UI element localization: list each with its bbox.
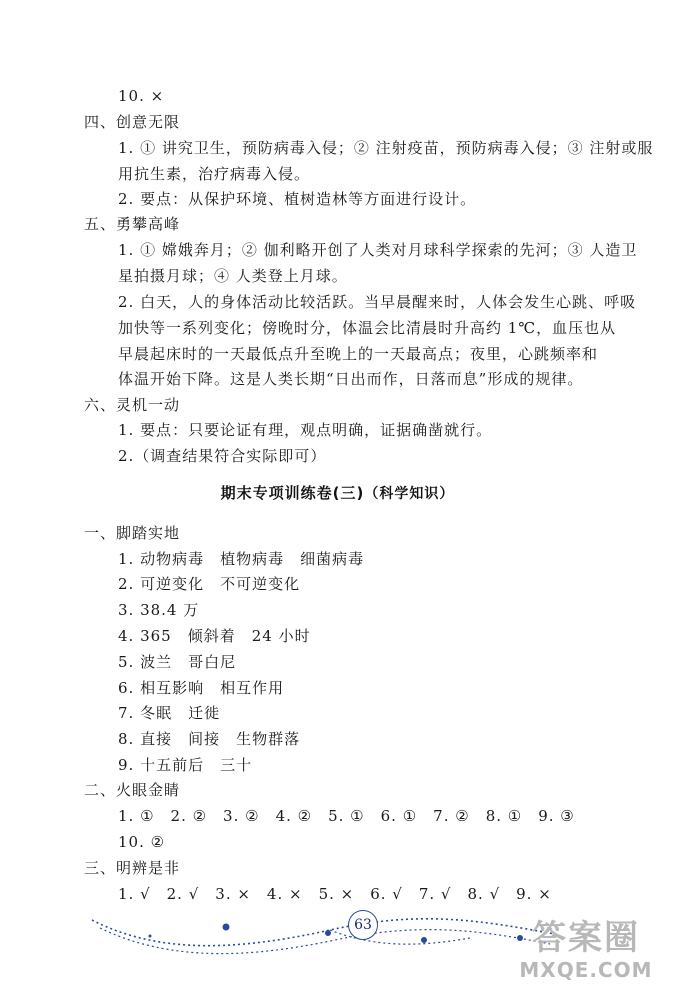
answer-line: 体温开始下降。这是人类长期“日出而作，日落而息”形成的规律。 xyxy=(118,370,584,388)
answer-line: 早晨起床时的一天最低点升至晚上的一天最高点；夜里，心跳频率和 xyxy=(118,345,599,363)
answer-line: 2. 可逆变化 不可逆变化 xyxy=(118,575,301,593)
answer-line: 8. 直接 间接 生物群落 xyxy=(118,730,301,748)
answer-line: 加快等一系列变化；傍晚时分，体温会比清晨时升高约 1℃，血压也从 xyxy=(118,319,617,337)
answer-line: 1. 动物病毒 植物病毒 细菌病毒 xyxy=(118,550,365,568)
answer-line: 10. × xyxy=(118,87,165,105)
section-heading: 一、脚踏实地 xyxy=(84,524,181,542)
section-heading: 三、明辨是非 xyxy=(84,859,181,877)
section-heading: 四、创意无限 xyxy=(84,113,181,131)
answer-line: 2. 要点：从保护环境、植树造林等方面进行设计。 xyxy=(118,190,477,208)
answer-line: 2. 白天，人的身体活动比较活跃。当早晨醒来时，人体会发生心跳、呼吸 xyxy=(118,293,637,311)
section-title-main: 期末专项训练卷(三) xyxy=(220,484,365,502)
section-heading: 五、勇攀高峰 xyxy=(84,215,181,233)
answer-line: 1. ① 2. ② 3. ② 4. ② 5. ① 6. ① 7. ② 8. ① 9. ③ xyxy=(118,807,575,825)
answer-line: 5. 波兰 哥白尼 xyxy=(118,653,237,671)
section-title xyxy=(0,482,675,503)
answer-line: 2.（调查结果符合实际即可） xyxy=(118,447,327,465)
answer-line: 1. √ 2. √ 3. × 4. × 5. × 6. √ 7. √ 8. √ 9. × xyxy=(118,885,552,903)
answer-line: 1. ① 讲究卫生，预防病毒入侵；② 注射疫苗，预防病毒入侵；③ 注射或服 xyxy=(118,139,654,157)
answer-line: 1. 要点：只要论证有理，观点明确，证据确凿就行。 xyxy=(118,421,493,439)
watermark-text: 答案圈 xyxy=(532,918,640,958)
answer-line: 7. 冬眠 迁徙 xyxy=(118,704,221,722)
answer-line: 1. ① 嫦娥奔月；② 伽利略开创了人类对月球科学探索的先河；③ 人造卫 xyxy=(118,241,638,259)
answer-line: 10. ② xyxy=(118,833,166,851)
section-heading: 六、灵机一动 xyxy=(84,396,181,414)
answer-line: 6. 相互影响 相互作用 xyxy=(118,679,285,697)
watermark-url: MXQE.COM xyxy=(519,958,653,982)
watermark-logo xyxy=(511,918,661,988)
answer-line: 星拍摄月球；④ 人类登上月球。 xyxy=(118,267,348,285)
section-title-sub: （科学知识） xyxy=(364,486,455,502)
answer-line: 9. 十五前后 三十 xyxy=(118,756,253,774)
section-heading: 二、火眼金睛 xyxy=(84,781,181,799)
answer-line: 用抗生素，治疗病毒入侵。 xyxy=(118,165,311,183)
answer-line: 4. 365 倾斜着 24 小时 xyxy=(118,627,311,645)
answer-line: 3. 38.4 万 xyxy=(118,601,200,619)
page-number: 63 xyxy=(348,910,378,940)
